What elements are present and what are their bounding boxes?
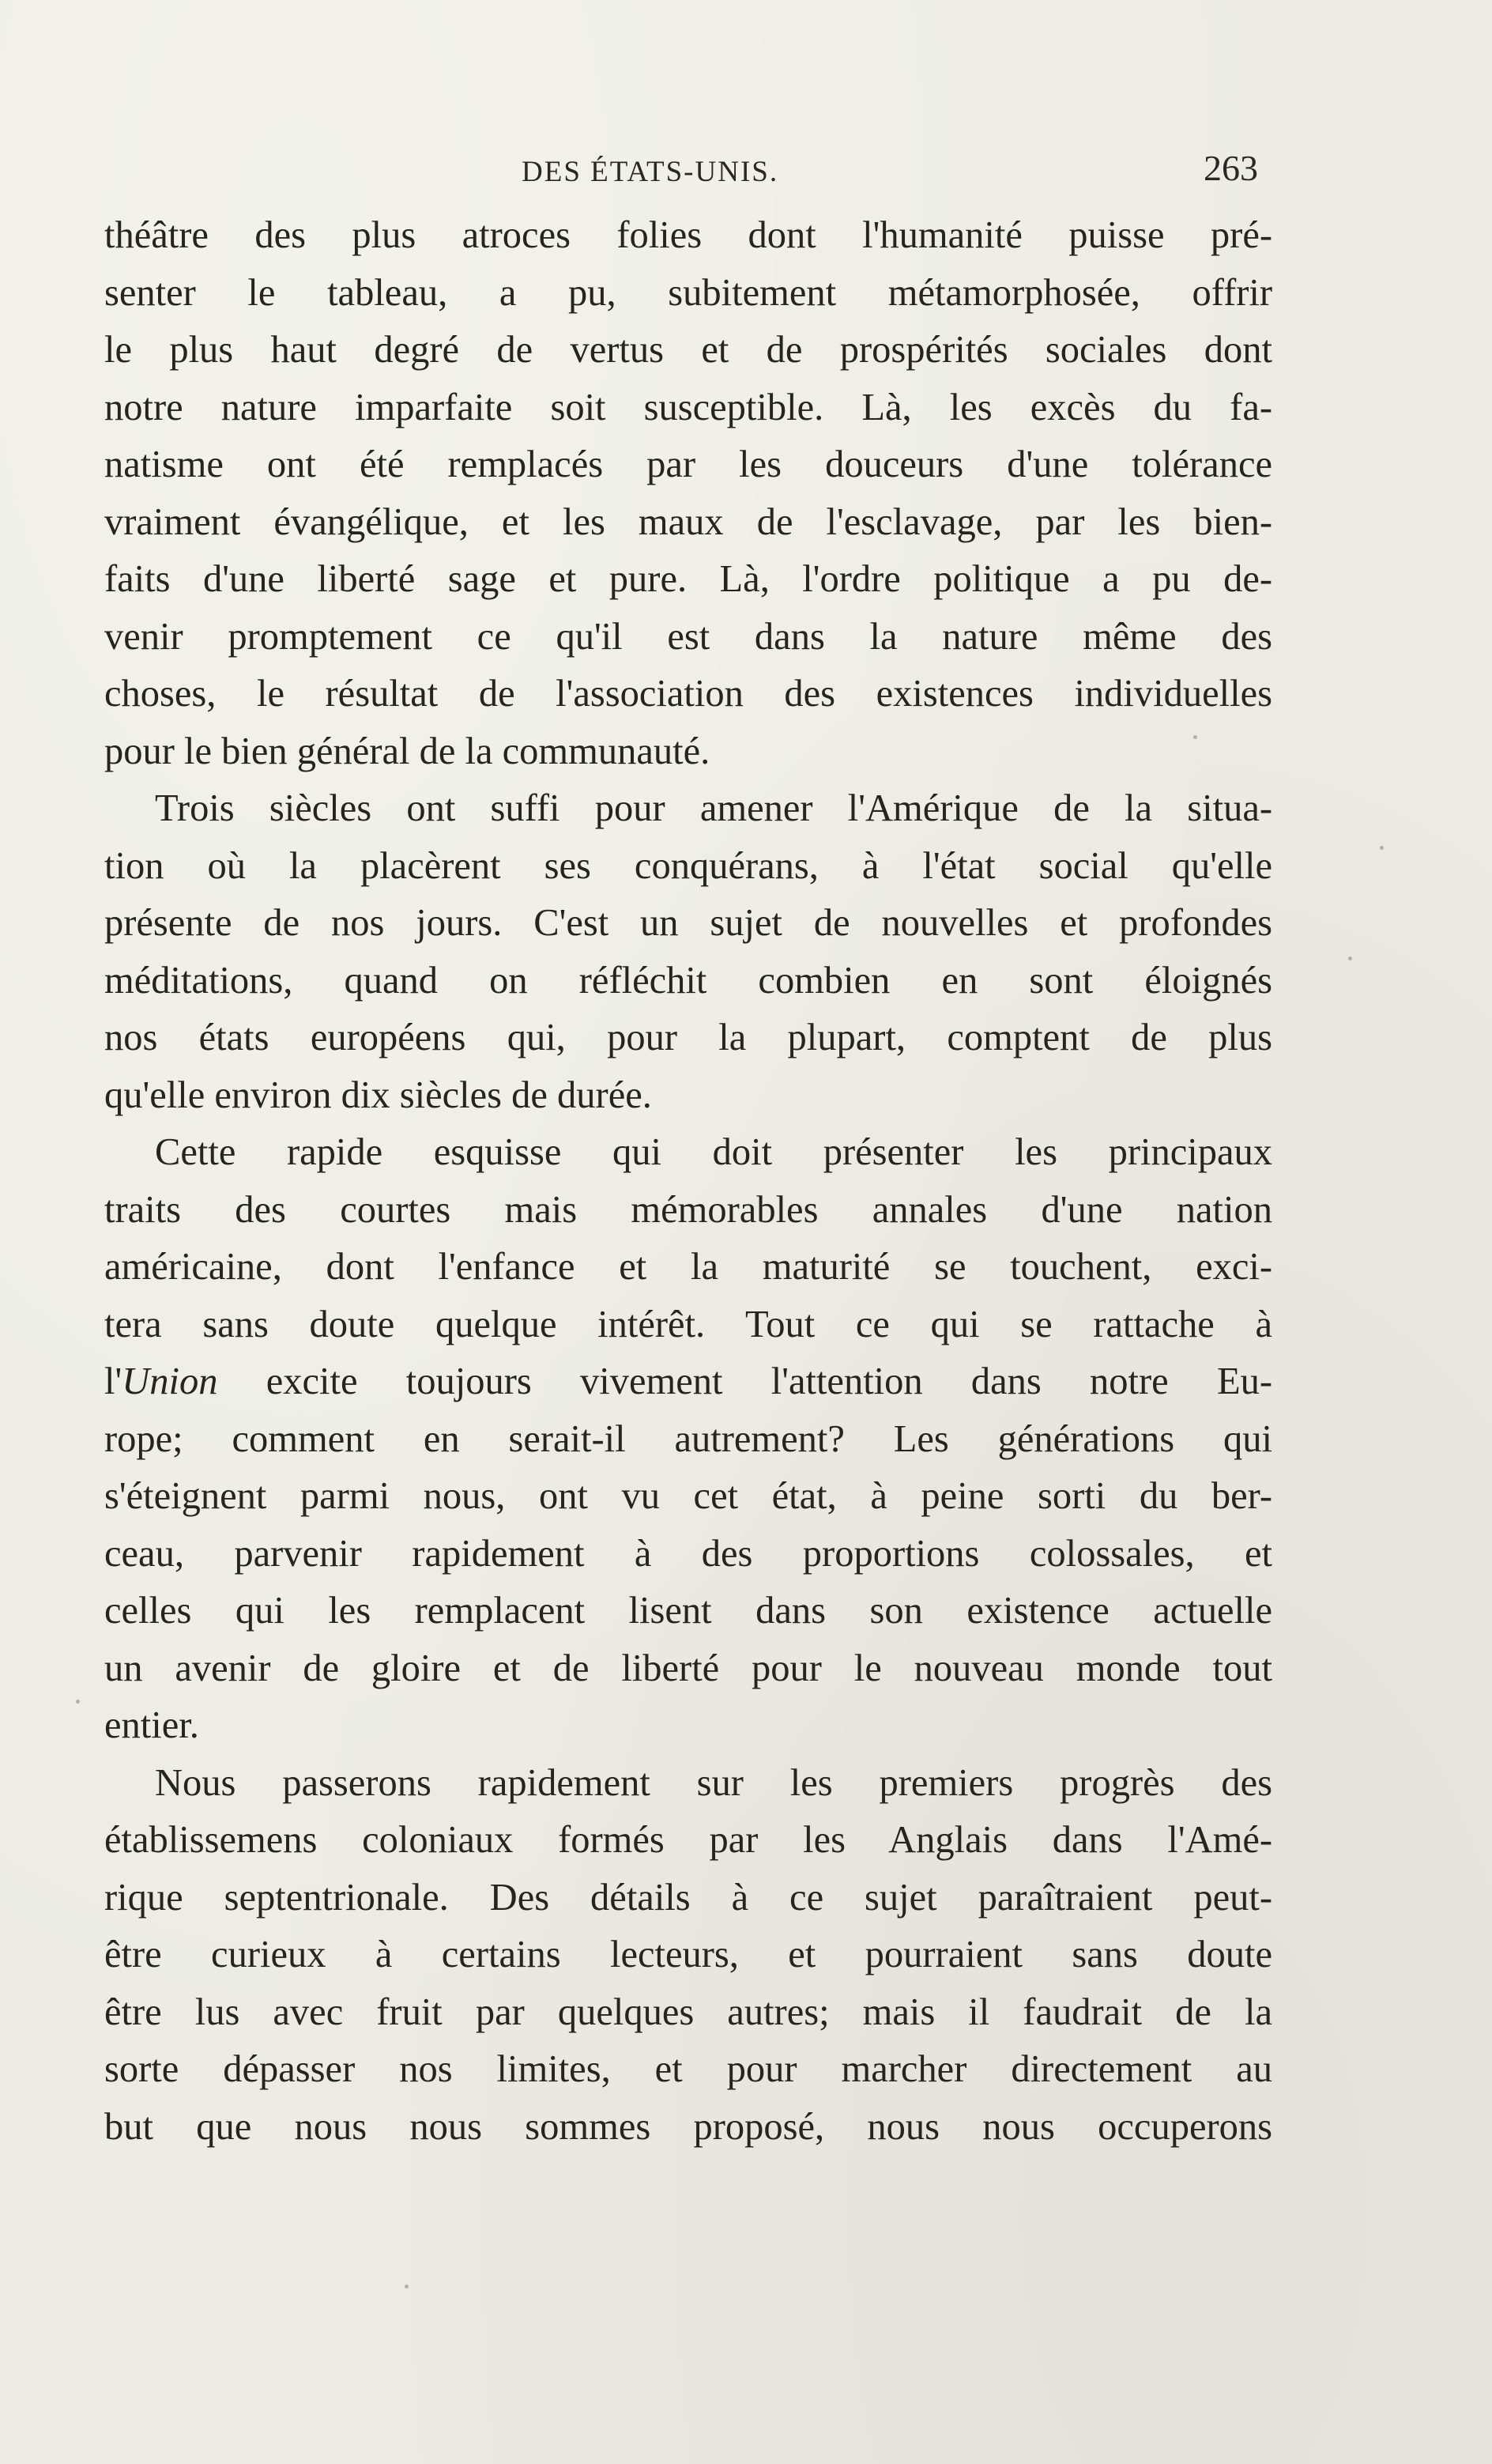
paragraph-first-line: Trois siècles ont suffi pour amener l'Amérique de la situa- <box>155 787 1272 829</box>
text-line: faits d'une liberté sage et pure. Là, l'ordre politique a pu de- <box>104 558 1272 600</box>
text-line: établissemens coloniaux formés par les Anglais dans l'Amé- <box>104 1819 1272 1861</box>
text-line: entier. <box>104 1704 199 1746</box>
text-line: théâtre des plus atroces folies dont l'humanité puisse pré- <box>104 214 1272 256</box>
paper-speck <box>1380 846 1384 850</box>
text-line: présente de nos jours. C'est un sujet de nouvelles et profondes <box>104 902 1272 944</box>
text-line: américaine, dont l'enfance et la maturité se touchent, exci- <box>104 1246 1272 1288</box>
running-title: DES ÉTATS-UNIS. <box>522 156 779 188</box>
text-line: sorte dépasser nos limites, et pour marcher directement au <box>104 2048 1272 2090</box>
text-line: choses, le résultat de l'association des existences individuelles <box>104 673 1272 715</box>
text-line: le plus haut degré de vertus et de prospérités sociales dont <box>104 329 1272 371</box>
text-line: un avenir de gloire et de liberté pour le nouveau monde tout <box>104 1647 1272 1689</box>
paper-speck <box>1348 957 1352 960</box>
text-line: notre nature imparfaite soit susceptible. Là, les excès du fa- <box>104 386 1272 428</box>
text-line: senter le tableau, a pu, subitement métamorphosée, offrir <box>104 271 1272 314</box>
paper-speck <box>1193 735 1197 739</box>
text-fragment: l' <box>104 1360 122 1402</box>
text-line: vraiment évangélique, et les maux de l'esclavage, par les bien- <box>104 500 1272 543</box>
page-number: 263 <box>1204 148 1258 188</box>
text-line: nos états européens qui, pour la plupart, comptent de plus <box>104 1017 1272 1058</box>
text-line: s'éteignent parmi nous, ont vu cet état, à peine sorti du ber- <box>104 1475 1272 1517</box>
text-line: ceau, parvenir rapidement à des proportions colossales, et <box>104 1532 1272 1575</box>
text-line: venir promptement ce qu'il est dans la nature même des <box>104 615 1272 658</box>
running-head <box>103 147 1282 202</box>
text-line: tera sans doute quelque intérêt. Tout ce qui se rattache à <box>104 1303 1272 1345</box>
paper-speck <box>405 2285 409 2289</box>
text-line: pour le bien général de la communauté. <box>104 730 710 772</box>
paper-speck <box>76 1700 80 1704</box>
text-line: traits des courtes mais mémorables annales d'une nation <box>104 1188 1272 1231</box>
paragraph-first-line: Nous passerons rapidement sur les premiers progrès des <box>155 1761 1272 1804</box>
text-line: celles qui les remplacent lisent dans son existence actuelle <box>104 1590 1272 1632</box>
text-line: être curieux à certains lecteurs, et pourraient sans doute <box>104 1934 1272 1975</box>
body-text <box>104 207 1272 2156</box>
text-fragment: excite toujours vivement l'attention dans notre Eu- <box>217 1360 1272 1402</box>
text-line: tion où la placèrent ses conquérans, à l'état social qu'elle <box>104 844 1272 887</box>
text-line: but que nous nous sommes proposé, nous nous occuperons <box>104 2105 1272 2148</box>
text-line: méditations, quand on réfléchit combien en sont éloignés <box>104 959 1272 1002</box>
paragraph-first-line: Cette rapide esquisse qui doit présenter les principaux <box>155 1131 1272 1173</box>
text-line: être lus avec fruit par quelques autres; mais il faudrait de la <box>104 1990 1272 2033</box>
text-line: rique septentrionale. Des détails à ce sujet paraîtraient peut- <box>104 1876 1272 1919</box>
italic-word: Union <box>122 1360 218 1402</box>
text-line: natisme ont été remplacés par les douceurs d'une tolérance <box>104 443 1272 485</box>
text-line: qu'elle environ dix siècles de durée. <box>104 1074 652 1116</box>
text-line: rope; comment en serait-il autrement? Les générations qui <box>104 1417 1272 1460</box>
text-line-union <box>104 1353 1272 1411</box>
